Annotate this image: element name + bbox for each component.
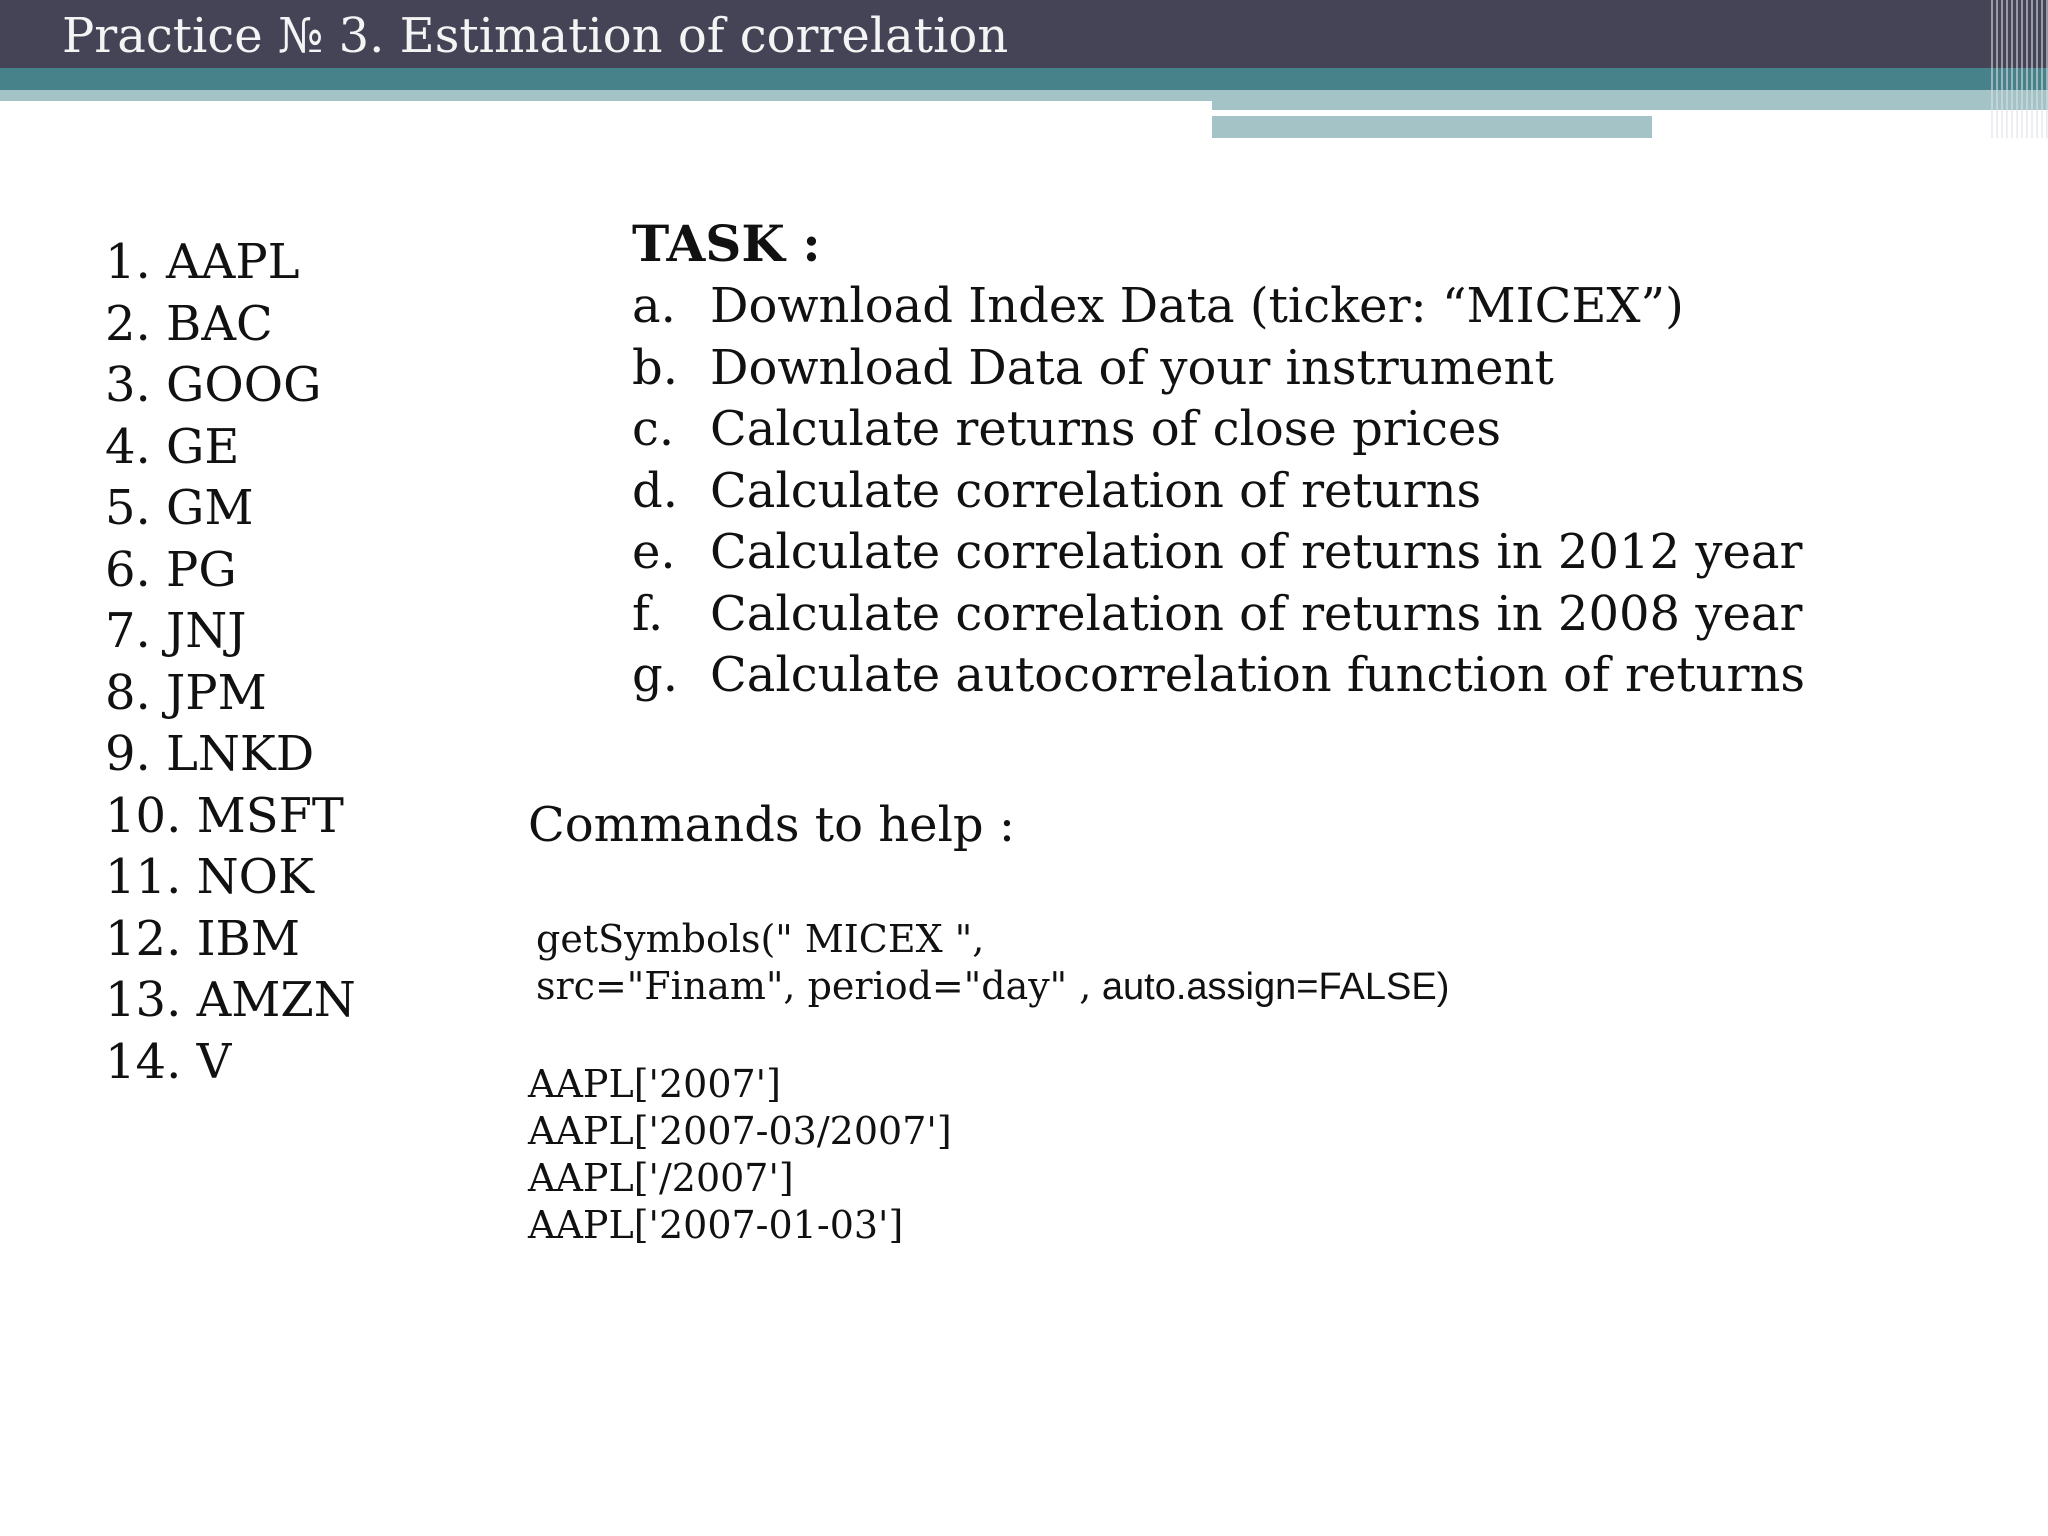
subset-example: AAPL['2007-01-03'] <box>528 1203 904 1247</box>
ticker-list <box>105 232 356 1093</box>
task-marker: g. <box>632 647 678 703</box>
task-marker: e. <box>632 524 676 580</box>
ticker-item: 8. JPM <box>105 664 267 721</box>
ticker-item: 7. JNJ <box>105 603 247 659</box>
commands-heading: Commands to help : <box>528 797 1016 853</box>
ticker-item: 13. AMZN <box>105 972 356 1028</box>
command-args-serif: src="Finam", period="day" , <box>536 964 1092 1008</box>
subset-example: AAPL['/2007'] <box>528 1156 794 1200</box>
ticker-item: 11. NOK <box>105 849 314 905</box>
task-text: Download Data of your instrument <box>710 339 1554 396</box>
task-text: Calculate correlation of returns <box>710 462 1482 519</box>
subset-example: AAPL['2007'] <box>528 1062 781 1106</box>
ticker-item: 1. AAPL <box>105 234 300 290</box>
ticker-item: 10. MSFT <box>105 787 344 844</box>
command-line: getSymbols(" MICEX ", <box>536 917 985 961</box>
ticker-item: 6. PG <box>105 541 237 598</box>
task-text: Download Index Data (ticker: “MICEX”) <box>710 278 1684 334</box>
subsetting-examples <box>528 1061 952 1249</box>
task-marker: a. <box>632 278 676 334</box>
task-marker: f. <box>632 585 664 642</box>
task-text: Calculate returns of close prices <box>710 401 1502 457</box>
task-heading: TASK : <box>632 214 821 273</box>
decorative-strip-upper <box>1212 90 2048 110</box>
command-line <box>536 963 1449 1011</box>
ticker-item: 12. IBM <box>105 910 300 967</box>
decorative-strip-lower <box>1212 116 1652 138</box>
slide-title: Practice № 3. Estimation of correlation <box>62 8 1009 64</box>
ticker-item: 4. GE <box>105 418 240 475</box>
title-accent-bar <box>0 68 2048 90</box>
ticker-item: 2. BAC <box>105 295 273 352</box>
ticker-item: 3. GOOG <box>105 357 322 413</box>
task-marker: d. <box>632 462 678 519</box>
ticker-item: 14. V <box>105 1033 232 1090</box>
task-text: Calculate autocorrelation function of returns <box>710 647 1806 703</box>
subset-example: AAPL['2007-03/2007'] <box>528 1109 952 1153</box>
task-marker: c. <box>632 401 675 457</box>
task-text: Calculate correlation of returns in 2008 year <box>710 585 1803 642</box>
command-args-sans: auto.assign=FALSE) <box>1091 966 1450 1008</box>
ticker-item: 9. LNKD <box>105 726 315 782</box>
decorative-edge-lines <box>1988 0 2048 138</box>
getsymbols-command <box>536 916 1449 1011</box>
task-text: Calculate correlation of returns in 2012 year <box>710 524 1803 580</box>
task-marker: b. <box>632 339 678 396</box>
ticker-item: 5. GM <box>105 480 254 536</box>
title-accent-strip <box>0 90 1212 101</box>
